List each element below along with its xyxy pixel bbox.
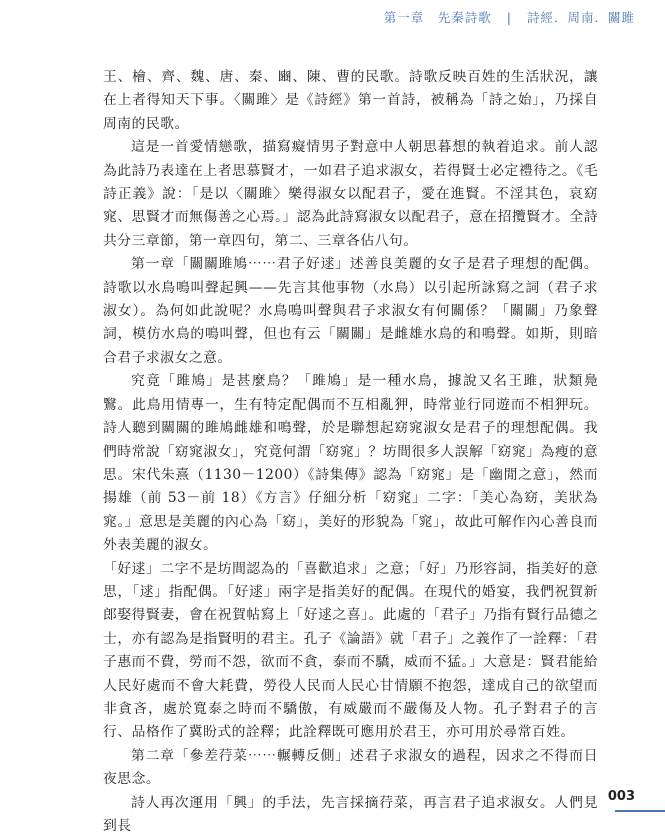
running-header (384, 8, 635, 26)
paragraph-4: 究竟「雎鳩」是甚麼鳥？「雎鳩」是一種水鳥，據說又名王雎，狀類鳧鷖。此鳥用情專一，生有特定配偶而不互相亂狎，時常並行同遊而不相狎玩。詩人聽到關關的雎鳩雌雄和鳴聲，於是聯想起窈窕淑女是君子的理想配偶。我們時常說「窈窕淑女」，究竟何謂「窈窕」？坊間很多人誤解「窈窕」為瘦的意思。宋代朱熹（1130－1200）《詩集傳》認為「窈窕」是「幽閒之意」，然而揚雄（前 53－前 18）《方言》仔細分析「窈窕」二字：「美心為窈，美狀為窕。」意思是美麗的內心為「窈」，美好的形貌為「窕」，故此可解作內心善良而外表美麗的淑女。 (103, 373, 598, 554)
header-chapter: 第一章 先秦詩歌 (383, 10, 492, 25)
paragraph-1: 王、檜、齊、魏、唐、秦、豳、陳、曹的民歌。詩歌反映百姓的生活狀況，讓在上者得知天下事。〈關雎〉是《詩經》第一首詩，被稱為「詩之始」，乃採自周南的民歌。 (103, 69, 598, 132)
page-number: 003 (607, 789, 635, 804)
body-text (103, 66, 598, 838)
paragraph-6: 第二章「參差荇菜⋯⋯輾轉反側」述君子求淑女的過程，因求之不得而日夜思念。 (103, 747, 598, 788)
paragraph-2: 這是一首愛情戀歌，描寫癡情男子對意中人朝思暮想的執着追求。前人認為此詩乃表達在上者思慕賢才，一如君子追求淑女，若得賢士必定禮待之。《毛詩正義》說：「是以〈關雎〉樂得淑女以配君子，愛在進賢。不淫其色，哀窈窕、思賢才而無傷善之心焉。」認為此詩寫淑女以配君子，意在招攬賢才。全詩共分三章節，第一章四句，第二、三章各佔八句。 (103, 139, 598, 249)
header-separator: | (506, 10, 512, 25)
paragraph-5: 「好逑」二字不是坊間認為的「喜歡追求」之意；「好」乃形容詞，指美好的意思，「逑」指配偶。「好逑」兩字是指美好的配偶。在現代的婚宴，我們祝賀新郎娶得賢妻，會在祝賀帖寫上「好逑之喜」。此處的「君子」乃指有賢行品德之士，亦有認為是指賢明的君主。孔子《論語》就「君子」之義作了一詮釋：「君子惠而不費，勞而不怨，欲而不貪，泰而不驕，威而不猛。」大意是：賢君能給人民好處而不會大耗費，勞役人民而人民心甘情願不抱怨，達成自己的欲望而非貪吝，處於寬泰之時而不驕傲，有威嚴而不嚴傷及人物。孔子對君子的言行、品格作了冀盼式的詮釋；此詮釋既可應用於君王，亦可用於尋常百姓。 (103, 560, 598, 741)
page-number-rule (615, 810, 665, 812)
header-section: 詩經．周南．關雎 (526, 10, 635, 25)
paragraph-3: 第一章「關關雎鳩⋯⋯君子好逑」述善良美麗的女子是君子理想的配偶。詩歌以水鳥鳴叫聲起興——先言其他事物（水鳥）以引起所詠寫之詞（君子求淑女）。為何如此說呢？水鳥鳴叫聲與君子求淑女有何關係？「關關」乃象聲詞，模仿水鳥的鳴叫聲，但也有云「關關」是雌雄水鳥的和鳴聲。如斯，則暗合君子求淑女之意。 (103, 256, 598, 366)
paragraph-7: 詩人再次運用「興」的手法，先言採摘荇菜，再言君子追求淑女。人們見到長 (103, 794, 598, 834)
